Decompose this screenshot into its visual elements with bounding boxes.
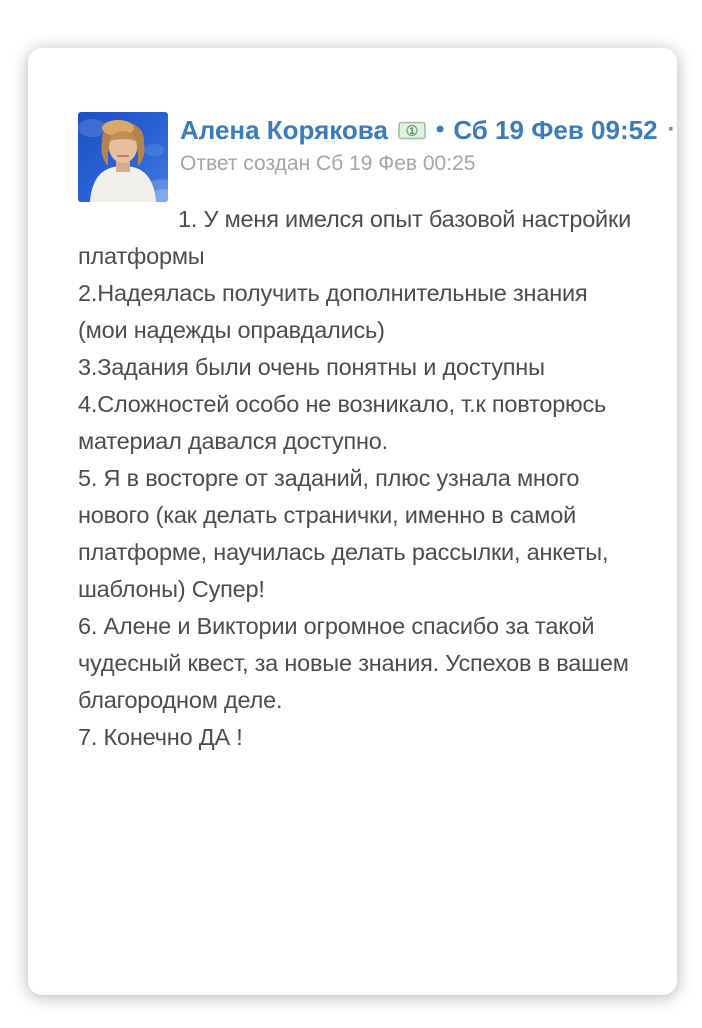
author-line [180,115,676,145]
reply-created-subtitle: Ответ создан Сб 19 Фев 00:25 [180,152,476,175]
comment-body [78,201,637,756]
comment-card [28,48,677,995]
author-name[interactable]: Алена Корякова [180,115,388,145]
trailing-dot: · [667,116,676,143]
answer-item-1: 1. У меня имелся опыт базовой настройки платформы [78,206,631,269]
answer-item-5: 5. Я в восторге от заданий, плюс узнала много нового (как делать странички, именно в самой платформе, научилась делать рассылки, анкеты, шаблоны) Супер! [78,465,609,602]
comment-meta [180,112,676,202]
banknote-icon [398,121,426,140]
avatar[interactable] [78,112,168,202]
comment-header [78,112,676,202]
separator-dot: • [435,116,445,143]
avatar-photo-illustration [78,112,168,202]
answer-item-7: 7. Конечно ДА ! [78,724,243,750]
timestamp: Сб 19 Фев 09:52 [453,115,658,145]
answer-item-6: 6. Алене и Виктории огромное спасибо за такой чудесный квест, за новые знания. Успехов в вашем благородном деле. [78,613,629,713]
answer-item-2: 2.Надеялась получить дополнительные знания (мои надежды оправдались) [78,280,588,343]
svg-text:1: 1 [408,126,416,137]
answer-item-3: 3.Задания были очень понятны и доступны [78,354,545,380]
answer-item-4: 4.Сложностей особо не возникало, т.к повторюсь материал давался доступно. [78,391,607,454]
